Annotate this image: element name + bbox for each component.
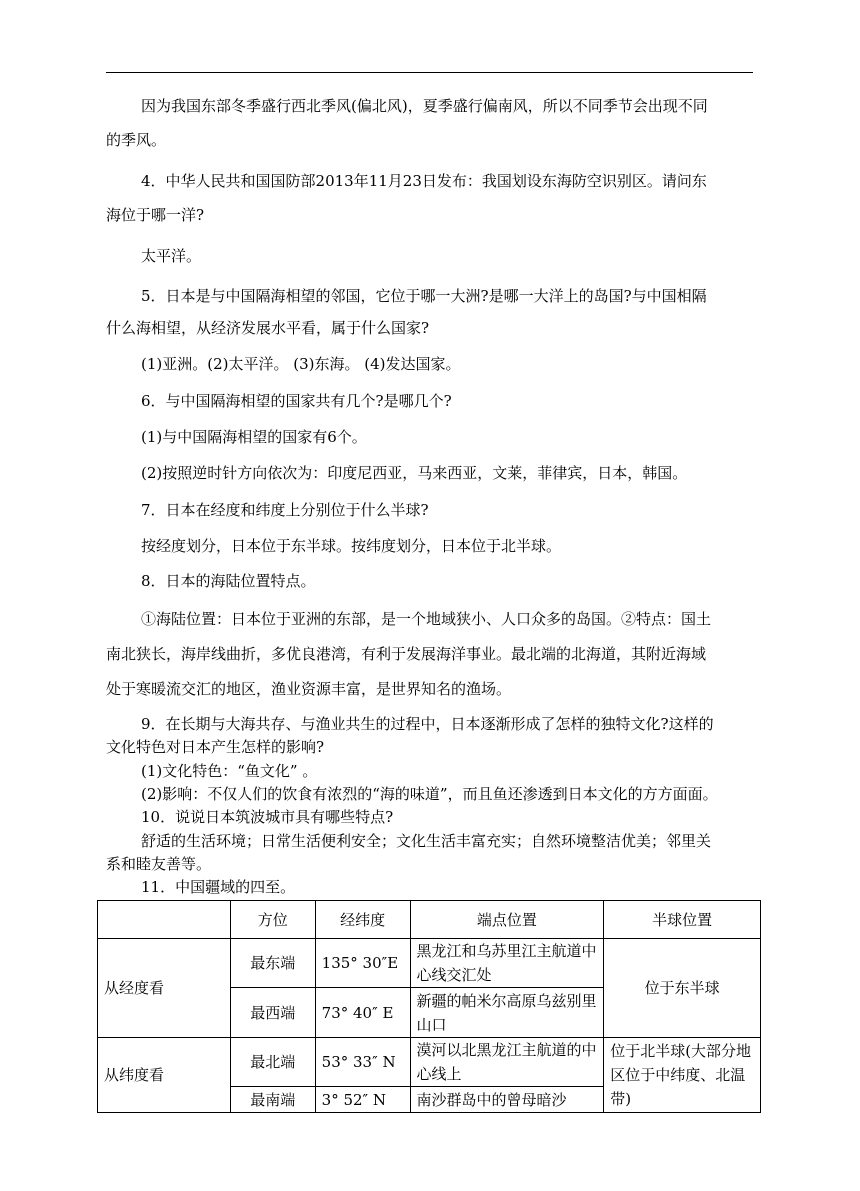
text-line: (1)文化特色：“鱼文化” 。 xyxy=(141,762,318,780)
text-line: 文化特色对日本产生怎样的影响? xyxy=(106,738,325,756)
hemisphere-cell: 位于东半球 xyxy=(604,939,761,1038)
text-line: 系和睦友善等。 xyxy=(106,855,212,873)
table-header-cell: 经纬度 xyxy=(315,901,410,939)
header-rule xyxy=(106,72,753,73)
text-line: 太平洋。 xyxy=(141,247,202,265)
text-line: (2)按照逆时针方向依次为：印度尼西亚，马来西亚，文莱，菲律宾，日本，韩国。 xyxy=(141,464,688,482)
text-line: 因为我国东部冬季盛行西北季风(偏北风)，夏季盛行偏南风，所以不同季节会出现不同 xyxy=(141,97,708,115)
text-line: 11．中国疆域的四至。 xyxy=(141,878,296,896)
location-cell: 南沙群岛中的曾母暗沙 xyxy=(410,1087,604,1113)
text-line: 9．在长期与大海共存、与渔业共生的过程中，日本逐渐形成了怎样的独特文化?这样的 xyxy=(141,715,714,733)
row-group-label: 从纬度看 xyxy=(98,1038,231,1113)
text-line: 7．日本在经度和纬度上分别位于什么半球? xyxy=(141,501,429,519)
text-line: ①海陆位置：日本位于亚洲的东部，是一个地域狭小、人口众多的岛国。②特点：国土 xyxy=(141,610,712,628)
text-line: 的季风。 xyxy=(106,131,167,149)
territory-extremes-table xyxy=(97,900,761,1113)
text-line: 海位于哪一洋? xyxy=(106,206,205,224)
location-cell: 黑龙江和乌苏里江主航道中心线交汇处 xyxy=(410,939,604,988)
text-line: 什么海相望，从经济发展水平看，属于什么国家? xyxy=(106,319,430,337)
table-header-cell xyxy=(98,901,231,939)
direction-cell: 最西端 xyxy=(230,988,315,1038)
location-cell: 新疆的帕米尔高原乌兹别里山口 xyxy=(410,988,604,1038)
text-line: (1)与中国隔海相望的国家有6个。 xyxy=(141,428,367,446)
coordinate-cell: 73° 40″ E xyxy=(315,988,410,1038)
text-line: 8．日本的海陆位置特点。 xyxy=(141,572,316,590)
table-header-row xyxy=(98,901,761,939)
table-header-cell: 半球位置 xyxy=(604,901,761,939)
text-line: 5．日本是与中国隔海相望的邻国，它位于哪一大洲?是哪一大洋上的岛国?与中国相隔 xyxy=(141,287,707,305)
direction-cell: 最北端 xyxy=(230,1038,315,1087)
table-header-cell: 端点位置 xyxy=(410,901,604,939)
table-header-cell: 方位 xyxy=(230,901,315,939)
direction-cell: 最东端 xyxy=(230,939,315,988)
coordinate-cell: 53° 33″ N xyxy=(315,1038,410,1087)
text-line: 10．说说日本筑波城市具有哪些特点? xyxy=(141,808,394,826)
hemisphere-cell: 位于北半球(大部分地区位于中纬度、北温带) xyxy=(604,1038,761,1113)
text-line: 南北狭长，海岸线曲折，多优良港湾，有利于发展海洋事业。最北端的北海道，其附近海域 xyxy=(106,645,707,663)
text-line: (2)影响：不仅人们的饮食有浓烈的“海的味道”，而且鱼还渗透到日本文化的方方面面。 xyxy=(141,785,718,803)
table-row xyxy=(98,939,761,988)
text-line: 按经度划分，日本位于东半球。按纬度划分，日本位于北半球。 xyxy=(141,537,562,555)
coordinate-cell: 135° 30″E xyxy=(315,939,410,988)
coordinate-cell: 3° 52″ N xyxy=(315,1087,410,1113)
text-line: (1)亚洲。(2)太平洋。 (3)东海。 (4)发达国家。 xyxy=(141,355,461,373)
text-line: 舒适的生活环境；日常生活便利安全；文化生活丰富充实；自然环境整洁优美；邻里关 xyxy=(141,832,712,850)
row-group-label: 从经度看 xyxy=(98,939,231,1038)
text-line: 6．与中国隔海相望的国家共有几个?是哪几个? xyxy=(141,392,452,410)
location-cell: 漠河以北黑龙江主航道的中心线上 xyxy=(410,1038,604,1087)
text-line: 4．中华人民共和国国防部2013年11月23日发布：我国划设东海防空识别区。请问东 xyxy=(141,172,707,190)
text-line: 处于寒暖流交汇的地区，渔业资源丰富，是世界知名的渔场。 xyxy=(106,680,512,698)
direction-cell: 最南端 xyxy=(230,1087,315,1113)
table-row xyxy=(98,1038,761,1087)
